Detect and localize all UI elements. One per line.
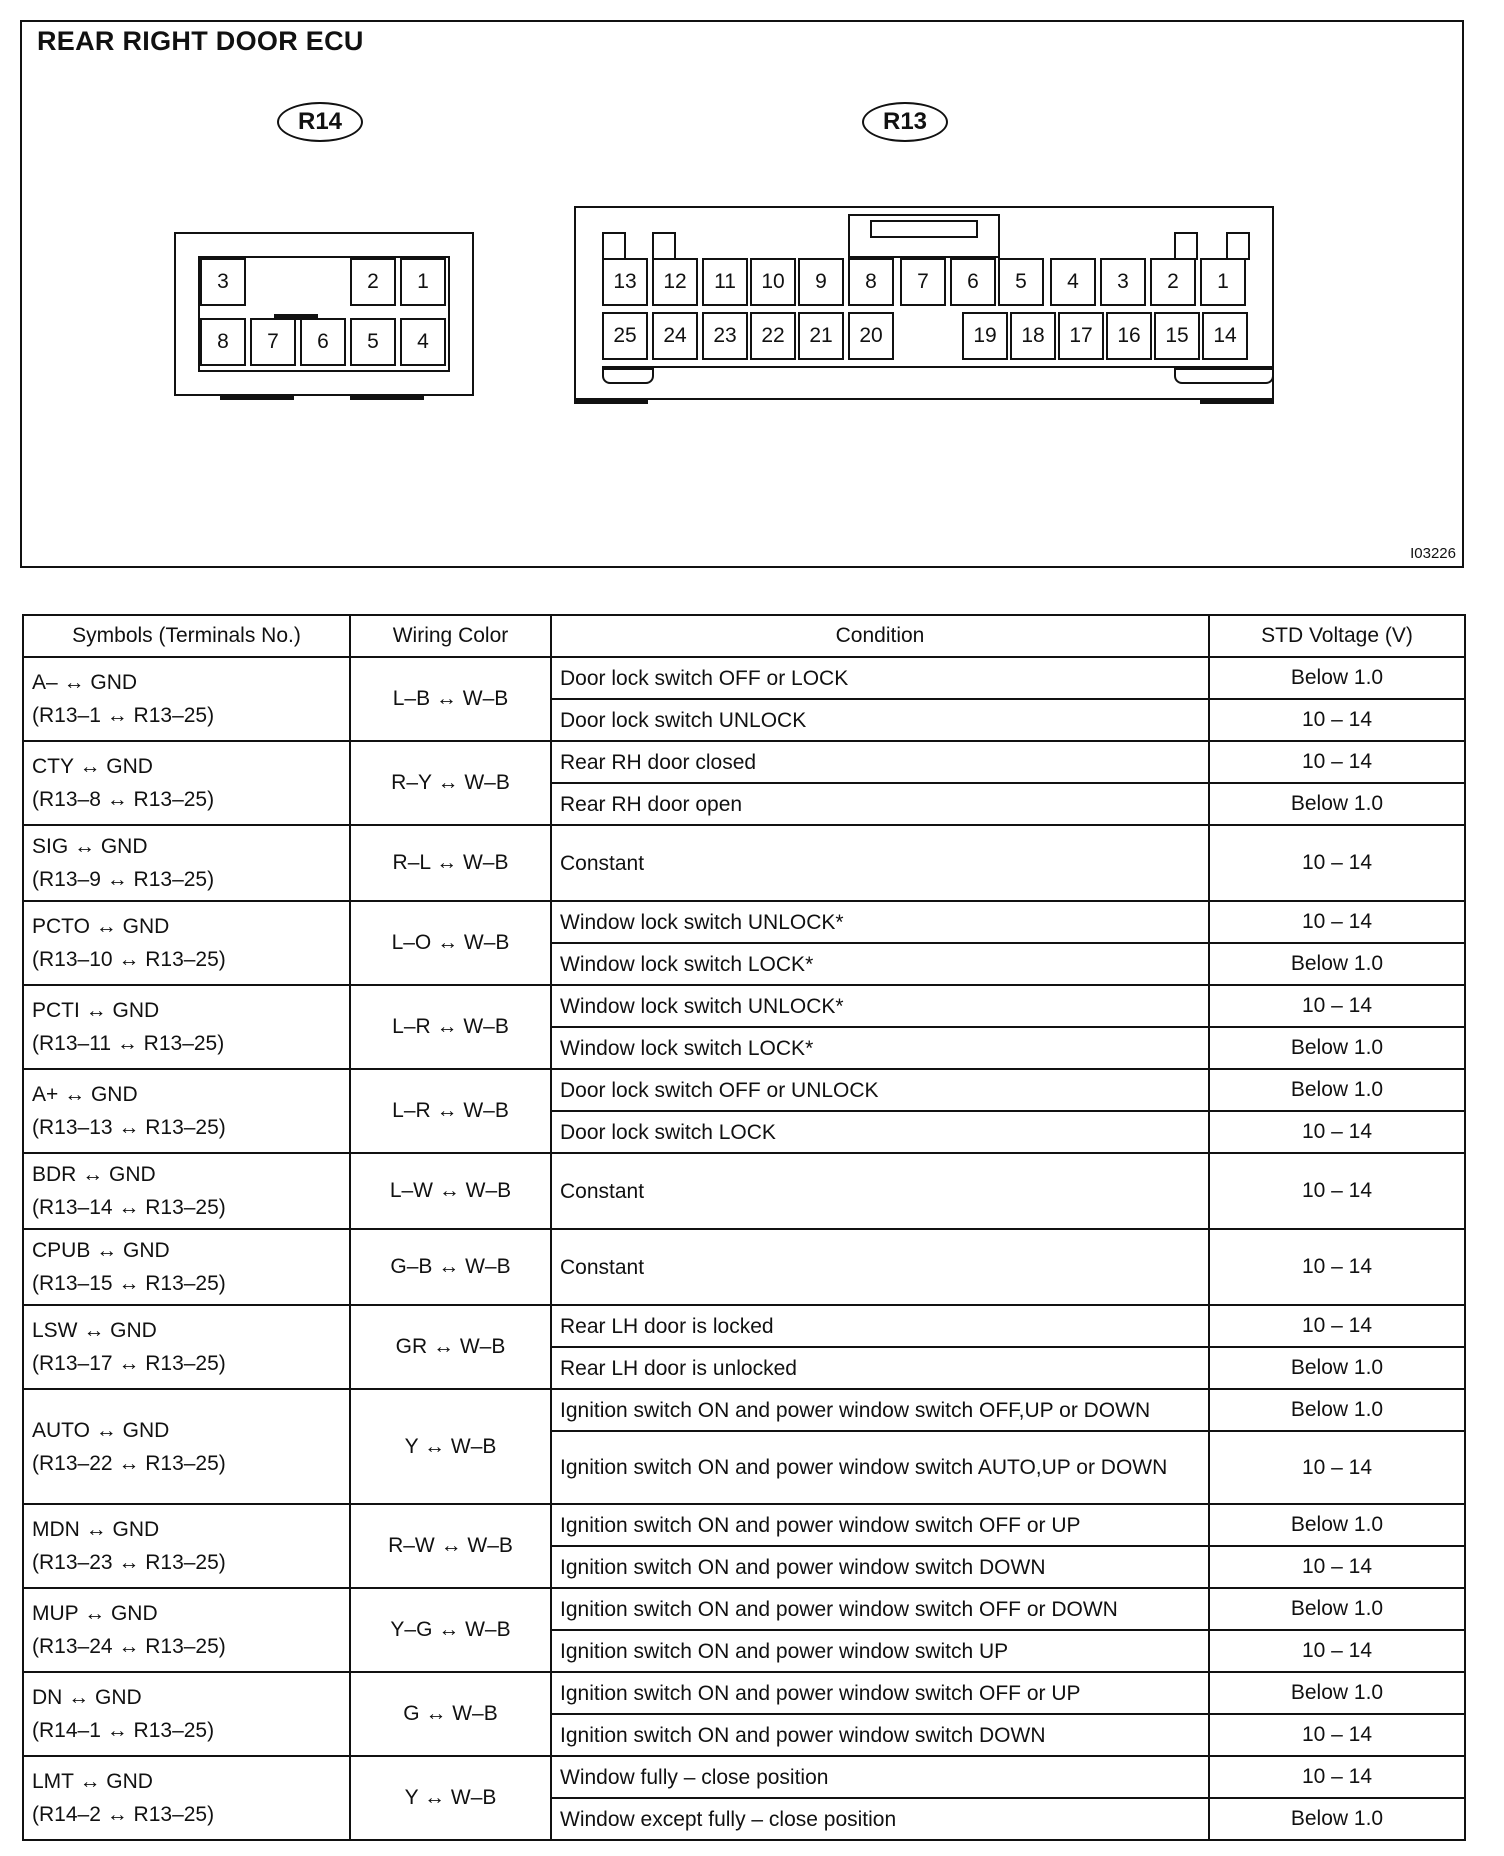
wiring-color-cell: Y–G ↔ W–B (350, 1588, 551, 1672)
table-row (23, 1229, 1465, 1305)
r13-pin: 23 (702, 312, 748, 360)
symbol-cell (23, 1153, 350, 1229)
symbol-name: PCTI ↔ GND (32, 999, 160, 1022)
symbol-name: AUTO ↔ GND (32, 1418, 170, 1442)
table-row (23, 1588, 1465, 1630)
table-row (23, 1389, 1465, 1431)
symbol-name: MUP ↔ GND (32, 1602, 158, 1625)
condition-cell: Constant (551, 825, 1209, 901)
voltage-cell: 10 – 14 (1209, 1714, 1465, 1756)
connector-r13-rail (602, 366, 1274, 368)
terminal-numbers: (R13–17 ↔ R13–25) (32, 1352, 226, 1375)
connector-r14-latch (350, 396, 424, 400)
r13-pin: 25 (602, 312, 648, 360)
terminal-voltage-table (22, 614, 1466, 1841)
voltage-cell: Below 1.0 (1209, 1027, 1465, 1069)
terminal-numbers: (R13–23 ↔ R13–25) (32, 1551, 226, 1574)
condition-cell: Window except fully – close position (551, 1798, 1209, 1840)
r14-pin: 6 (300, 318, 346, 366)
r14-pin: 8 (200, 318, 246, 366)
condition-cell: Door lock switch UNLOCK (551, 699, 1209, 741)
r13-pin: 7 (900, 258, 946, 306)
symbol-name: LMT ↔ GND (32, 1770, 153, 1793)
condition-cell: Rear RH door closed (551, 741, 1209, 783)
r13-pin: 1 (1200, 258, 1246, 306)
table-row (23, 1672, 1465, 1714)
voltage-cell: 10 – 14 (1209, 985, 1465, 1027)
r14-pin: 3 (200, 258, 246, 306)
r13-pin: 17 (1058, 312, 1104, 360)
table-row (23, 1756, 1465, 1798)
symbol-name: CPUB ↔ GND (32, 1239, 170, 1262)
voltage-cell: 10 – 14 (1209, 825, 1465, 901)
condition-cell: Ignition switch ON and power window switch OFF,UP or DOWN (551, 1389, 1209, 1431)
symbol-name: SIG ↔ GND (32, 835, 148, 858)
r13-pin: 21 (798, 312, 844, 360)
r13-pin: 20 (848, 312, 894, 360)
connector-r13-lock-tab (1226, 232, 1250, 260)
terminal-numbers: (R13–1 ↔ R13–25) (32, 704, 215, 727)
header-condition: Condition (551, 615, 1209, 657)
condition-cell: Window fully – close position (551, 1756, 1209, 1798)
condition-cell: Rear LH door is unlocked (551, 1347, 1209, 1389)
voltage-cell: Below 1.0 (1209, 943, 1465, 985)
r13-pin: 8 (848, 258, 894, 306)
table-row (23, 1305, 1465, 1347)
terminal-numbers: (R13–13 ↔ R13–25) (32, 1116, 226, 1139)
voltage-cell: 10 – 14 (1209, 1229, 1465, 1305)
r14-pin: 5 (350, 318, 396, 366)
symbol-cell (23, 741, 350, 825)
r14-pin: 7 (250, 318, 296, 366)
condition-cell: Window lock switch LOCK* (551, 943, 1209, 985)
terminal-numbers: (R13–11 ↔ R13–25) (32, 1032, 225, 1055)
wiring-color-cell: L–W ↔ W–B (350, 1153, 551, 1229)
condition-cell: Window lock switch LOCK* (551, 1027, 1209, 1069)
voltage-cell: Below 1.0 (1209, 1347, 1465, 1389)
r13-pin: 18 (1010, 312, 1056, 360)
symbol-cell (23, 1069, 350, 1153)
symbol-name: A+ ↔ GND (32, 1083, 138, 1106)
table-row (23, 985, 1465, 1027)
connector-r13-lock-tab (652, 232, 676, 260)
header-wiring-color: Wiring Color (350, 615, 551, 657)
table-row (23, 1069, 1465, 1111)
r13-pin: 3 (1100, 258, 1146, 306)
voltage-cell: Below 1.0 (1209, 1069, 1465, 1111)
condition-cell: Ignition switch ON and power window switch AUTO,UP or DOWN (551, 1431, 1209, 1504)
wiring-color-cell: R–W ↔ W–B (350, 1504, 551, 1588)
table-header-row (23, 615, 1465, 657)
terminal-numbers: (R14–1 ↔ R13–25) (32, 1719, 215, 1742)
symbol-name: BDR ↔ GND (32, 1163, 156, 1186)
wiring-color-cell: R–Y ↔ W–B (350, 741, 551, 825)
symbol-cell (23, 1672, 350, 1756)
symbol-cell (23, 1305, 350, 1389)
table-row (23, 657, 1465, 699)
r13-pin: 13 (602, 258, 648, 306)
header-std-voltage: STD Voltage (V) (1209, 615, 1465, 657)
symbol-name: DN ↔ GND (32, 1686, 142, 1709)
terminal-numbers: (R13–14 ↔ R13–25) (32, 1196, 226, 1219)
wiring-color-cell: L–O ↔ W–B (350, 901, 551, 985)
table-row (23, 1153, 1465, 1229)
wiring-color-cell: G ↔ W–B (350, 1672, 551, 1756)
diagram-title: REAR RIGHT DOOR ECU (37, 26, 364, 56)
wiring-color-cell: Y ↔ W–B (350, 1389, 551, 1504)
r13-pin: 16 (1106, 312, 1152, 360)
voltage-cell: Below 1.0 (1209, 1504, 1465, 1546)
symbol-cell (23, 1588, 350, 1672)
symbol-name: LSW ↔ GND (32, 1319, 157, 1342)
r14-pin: 2 (350, 258, 396, 306)
voltage-cell: 10 – 14 (1209, 901, 1465, 943)
voltage-cell: Below 1.0 (1209, 657, 1465, 699)
condition-cell: Ignition switch ON and power window switch DOWN (551, 1546, 1209, 1588)
wiring-color-cell: L–R ↔ W–B (350, 985, 551, 1069)
r14-pin: 4 (400, 318, 446, 366)
terminal-numbers: (R13–8 ↔ R13–25) (32, 788, 215, 811)
r13-pin: 12 (652, 258, 698, 306)
symbol-name: A– ↔ GND (32, 671, 138, 694)
header-symbols: Symbols (Terminals No.) (23, 615, 350, 657)
terminal-numbers: (R13–9 ↔ R13–25) (32, 868, 215, 891)
voltage-cell: 10 – 14 (1209, 1756, 1465, 1798)
wiring-color-cell: L–R ↔ W–B (350, 1069, 551, 1153)
voltage-cell: 10 – 14 (1209, 1111, 1465, 1153)
r13-pin: 22 (750, 312, 796, 360)
symbol-cell (23, 901, 350, 985)
wiring-color-cell: L–B ↔ W–B (350, 657, 551, 741)
terminal-numbers: (R14–2 ↔ R13–25) (32, 1803, 215, 1826)
symbol-name: MDN ↔ GND (32, 1518, 160, 1541)
voltage-cell: 10 – 14 (1209, 1546, 1465, 1588)
table-row (23, 1504, 1465, 1546)
connector-r13-foot (1174, 368, 1274, 384)
terminal-numbers: (R13–15 ↔ R13–25) (32, 1272, 226, 1295)
symbol-cell (23, 1756, 350, 1840)
voltage-cell: Below 1.0 (1209, 1588, 1465, 1630)
terminal-numbers: (R13–22 ↔ R13–25) (32, 1451, 226, 1475)
condition-cell: Window lock switch UNLOCK* (551, 901, 1209, 943)
terminal-numbers: (R13–24 ↔ R13–25) (32, 1635, 226, 1658)
r13-pin: 14 (1202, 312, 1248, 360)
voltage-cell: Below 1.0 (1209, 783, 1465, 825)
connector-diagram (20, 20, 1464, 568)
r13-pin: 5 (998, 258, 1044, 306)
table-row (23, 741, 1465, 783)
condition-cell: Door lock switch OFF or UNLOCK (551, 1069, 1209, 1111)
wiring-color-cell: G–B ↔ W–B (350, 1229, 551, 1305)
voltage-cell: Below 1.0 (1209, 1672, 1465, 1714)
voltage-cell: 10 – 14 (1209, 1153, 1465, 1229)
r13-pin: 4 (1050, 258, 1096, 306)
r13-pin: 2 (1150, 258, 1196, 306)
wiring-color-cell: Y ↔ W–B (350, 1756, 551, 1840)
connector-r13-key-inner (870, 220, 978, 238)
symbol-cell (23, 1504, 350, 1588)
condition-cell: Rear RH door open (551, 783, 1209, 825)
figure-code: I03226 (1410, 545, 1456, 562)
condition-cell: Ignition switch ON and power window switch OFF or UP (551, 1504, 1209, 1546)
condition-cell: Ignition switch ON and power window switch OFF or DOWN (551, 1588, 1209, 1630)
connector-r13-lock-tab (1174, 232, 1198, 260)
condition-cell: Constant (551, 1229, 1209, 1305)
r13-pin: 9 (798, 258, 844, 306)
symbol-cell (23, 1229, 350, 1305)
condition-cell: Door lock switch LOCK (551, 1111, 1209, 1153)
table-row (23, 901, 1465, 943)
condition-cell: Ignition switch ON and power window switch DOWN (551, 1714, 1209, 1756)
connector-r14-latch (220, 396, 294, 400)
r14-pin: 1 (400, 258, 446, 306)
condition-cell: Ignition switch ON and power window switch OFF or UP (551, 1672, 1209, 1714)
condition-cell: Window lock switch UNLOCK* (551, 985, 1209, 1027)
condition-cell: Rear LH door is locked (551, 1305, 1209, 1347)
connector-label-r13: R13 (862, 102, 948, 142)
symbol-cell (23, 1389, 350, 1504)
r13-pin: 11 (702, 258, 748, 306)
wiring-color-cell: R–L ↔ W–B (350, 825, 551, 901)
symbol-cell (23, 825, 350, 901)
symbol-name: PCTO ↔ GND (32, 915, 170, 938)
voltage-cell: 10 – 14 (1209, 1431, 1465, 1504)
voltage-cell: Below 1.0 (1209, 1389, 1465, 1431)
connector-r13-foot (602, 368, 654, 384)
connector-r13-latch (1200, 400, 1274, 404)
condition-cell: Door lock switch OFF or LOCK (551, 657, 1209, 699)
connector-r13-latch (574, 400, 648, 404)
table-body (23, 657, 1465, 1840)
voltage-cell: 10 – 14 (1209, 741, 1465, 783)
r13-pin: 15 (1154, 312, 1200, 360)
symbol-cell (23, 985, 350, 1069)
connector-label-r14: R14 (277, 102, 363, 142)
wiring-color-cell: GR ↔ W–B (350, 1305, 551, 1389)
r13-pin: 6 (950, 258, 996, 306)
symbol-name: CTY ↔ GND (32, 755, 153, 778)
symbol-cell (23, 657, 350, 741)
condition-cell: Ignition switch ON and power window switch UP (551, 1630, 1209, 1672)
r13-pin: 24 (652, 312, 698, 360)
voltage-cell: 10 – 14 (1209, 1630, 1465, 1672)
voltage-cell: Below 1.0 (1209, 1798, 1465, 1840)
voltage-cell: 10 – 14 (1209, 1305, 1465, 1347)
r13-pin: 10 (750, 258, 796, 306)
voltage-cell: 10 – 14 (1209, 699, 1465, 741)
connector-r13-lock-tab (602, 232, 626, 260)
r13-pin: 19 (962, 312, 1008, 360)
table-row (23, 825, 1465, 901)
condition-cell: Constant (551, 1153, 1209, 1229)
terminal-numbers: (R13–10 ↔ R13–25) (32, 948, 226, 971)
